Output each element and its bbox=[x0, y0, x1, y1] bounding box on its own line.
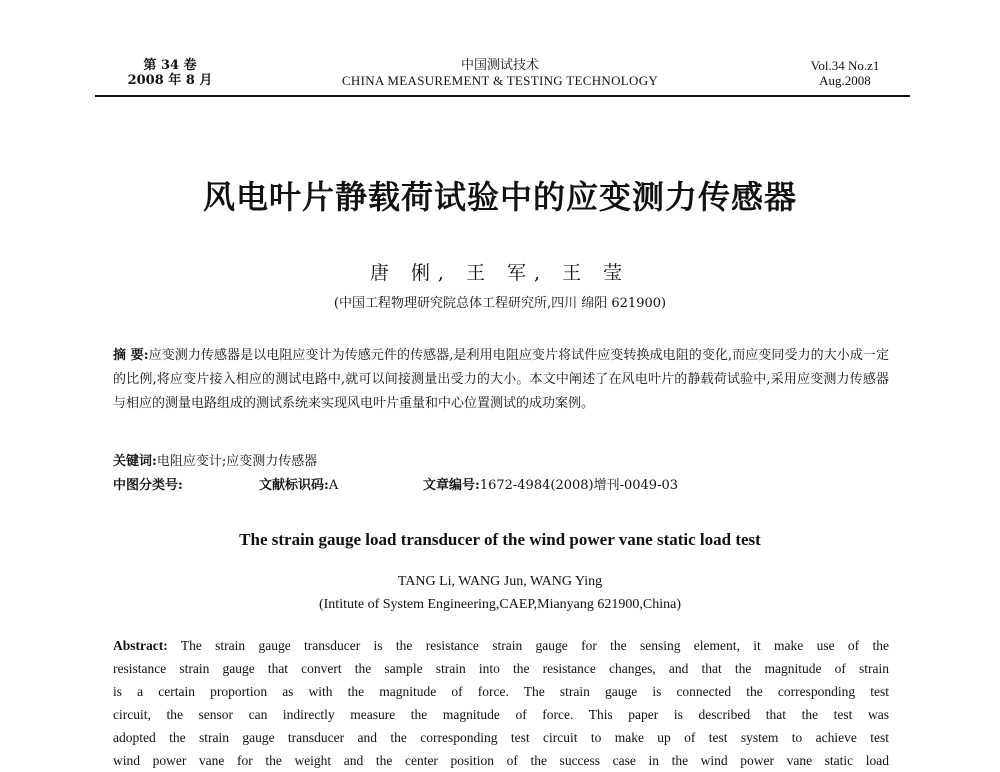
authors-en: TANG Li, WANG Jun, WANG Ying bbox=[397, 574, 603, 589]
affiliation-cn: (中国工程物理研究院总体工程研究所,四川 绵阳 621900) bbox=[333, 296, 667, 311]
header-rule bbox=[95, 95, 910, 97]
header-date-en: Aug.2008 bbox=[819, 73, 871, 88]
header-volume-en: Vol.34 No.z1 bbox=[810, 58, 880, 73]
abstract-en-line: circuit, the sensor can indirectly measure the magnitude of force. This paper is described that the test was bbox=[113, 707, 889, 722]
header-journal-cn: 中国测试技术 bbox=[460, 58, 539, 73]
affiliation-en: (Intitute of System Engineering,CAEP,Mianyang 621900,China) bbox=[318, 597, 681, 612]
header-volume-cn: 第 34 卷 bbox=[143, 58, 197, 73]
abstract-en-line: resistance strain gauge that convert the sample strain into the resistance changes, and that the magnitude of strain bbox=[113, 661, 889, 676]
keywords-cn bbox=[113, 450, 317, 469]
article-no-label: 文章编号: bbox=[423, 478, 480, 493]
abstract-en-line bbox=[113, 634, 889, 657]
keywords-cn-label: 关键词: bbox=[113, 454, 157, 469]
doc-code-value: A bbox=[328, 478, 339, 493]
doc-code bbox=[259, 474, 338, 493]
clc-label: 中图分类号: bbox=[113, 478, 183, 493]
header-journal-block bbox=[300, 58, 700, 88]
abstract-en-line: is a certain proportion as with the magnitude of force. The strain gauge is connected the corresponding test bbox=[113, 684, 889, 699]
article-no bbox=[423, 474, 678, 493]
header-date-cn: 2008 年 8 月 bbox=[127, 73, 213, 88]
abstract-cn-label: 摘 要: bbox=[113, 348, 149, 363]
article-no-value: 1672-4984(2008)增刊-0049-03 bbox=[479, 478, 679, 493]
paper-title-en: The strain gauge load transducer of the wind power vane static load test bbox=[239, 530, 761, 549]
abstract-en-line: adopted the strain gauge transducer and the corresponding test circuit to make up of test system to achieve test bbox=[113, 730, 889, 745]
abstract-cn-text: 应变测力传感器是以电阻应变计为传感元件的传感器,是利用电阻应变片将试件应变转换成电阻的变化,而应变同受力的大小成一定的比例,将应变片接入相应的测试电路中,就可以间接测量出受力的大小。本文中阐述了在风电叶片的静载荷试验中,采用应变测力传感器与相应的测量电路组成的测试系统来实现风电叶片重量和中心位置测试的成功案例。 bbox=[113, 348, 890, 411]
abstract-en bbox=[113, 634, 889, 772]
header-volume-cn-block bbox=[95, 58, 245, 88]
doc-code-label: 文献标识码: bbox=[259, 478, 329, 493]
header-journal-en: CHINA MEASUREMENT & TESTING TECHNOLOGY bbox=[341, 73, 659, 88]
abstract-cn bbox=[113, 344, 889, 416]
header-volume-en-block bbox=[780, 58, 910, 88]
abstract-en-label: Abstract: bbox=[113, 638, 168, 653]
abstract-en-text: The strain gauge transducer is the resistance strain gauge for the sensing element, it make use of the bbox=[180, 638, 889, 653]
paper-title-cn: 风电叶片静载荷试验中的应变测力传感器 bbox=[202, 178, 797, 216]
authors-cn: 唐 俐, 王 军, 王 莹 bbox=[369, 262, 631, 284]
keywords-cn-text: 电阻应变计;应变测力传感器 bbox=[156, 454, 318, 469]
abstract-en-line: wind power vane for the weight and the center position of the success case in the wind power vane static load bbox=[113, 753, 889, 768]
